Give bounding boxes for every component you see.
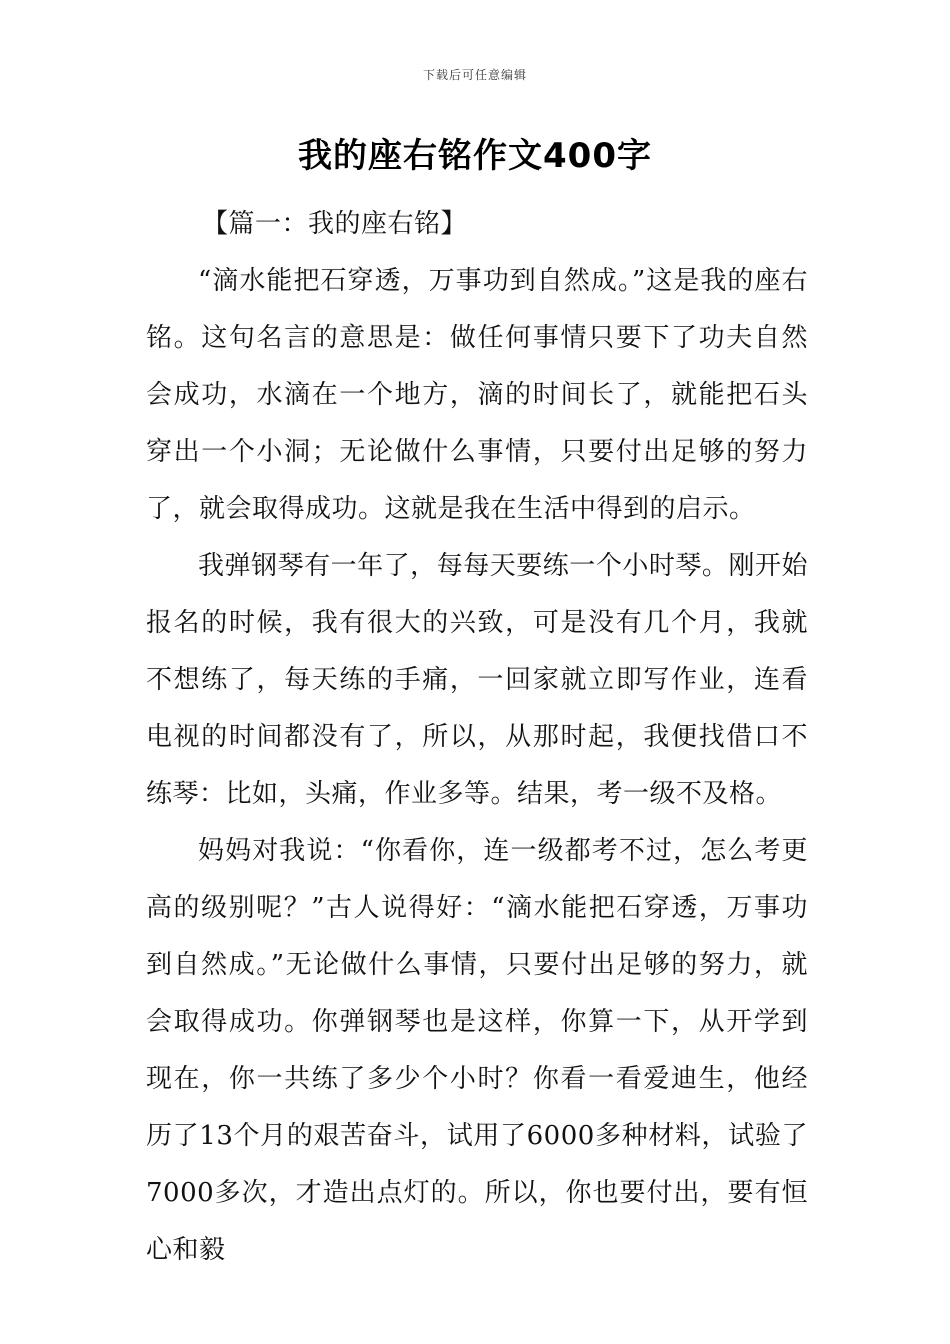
section-heading: 【篇一：我的座右铭】 [202,209,468,239]
header-note: 下载后可任意编辑 [422,68,527,82]
paragraph-1: “滴水能把石穿透，万事功到自然成。”这是我的座右铭。这句名言的意思是：做任何事情只要下了功夫自然会成功，水滴在一个地方，滴的时间长了，就能把石头穿出一个小洞；无论做什么事情，只要付出足够的努力了，就会取得成功。这就是我在生活中得到的启示。 [146,266,808,524]
document-body [146,196,808,1279]
paragraph-3: 妈妈对我说：“你看你，连一级都考不过，怎么考更高的级别呢？”古人说得好：“滴水能把石穿透，万事功到自然成。”无论做什么事情，只要付出足够的努力，就会取得成功。你弹钢琴也是这样，你算一下，从开学到现在，你一共练了多少个小时？你看一看爱迪生，他经历了13个月的艰苦奋斗，试用了6000多种材料，试验了7000多次，才造出点灯的。所以，你也要付出，要有恒心和毅 [146,836,808,1265]
paragraph-2: 我弹钢琴有一年了，每每天要练一个小时琴。刚开始报名的时候，我有很大的兴致，可是没有几个月，我就不想练了，每天练的手痛，一回家就立即写作业，连看电视的时间都没有了，所以，从那时起，我便找借口不练琴：比如，头痛，作业多等。结果，考一级不及格。 [146,551,808,809]
page-title: 我的座右铭作文400字 [298,136,652,176]
